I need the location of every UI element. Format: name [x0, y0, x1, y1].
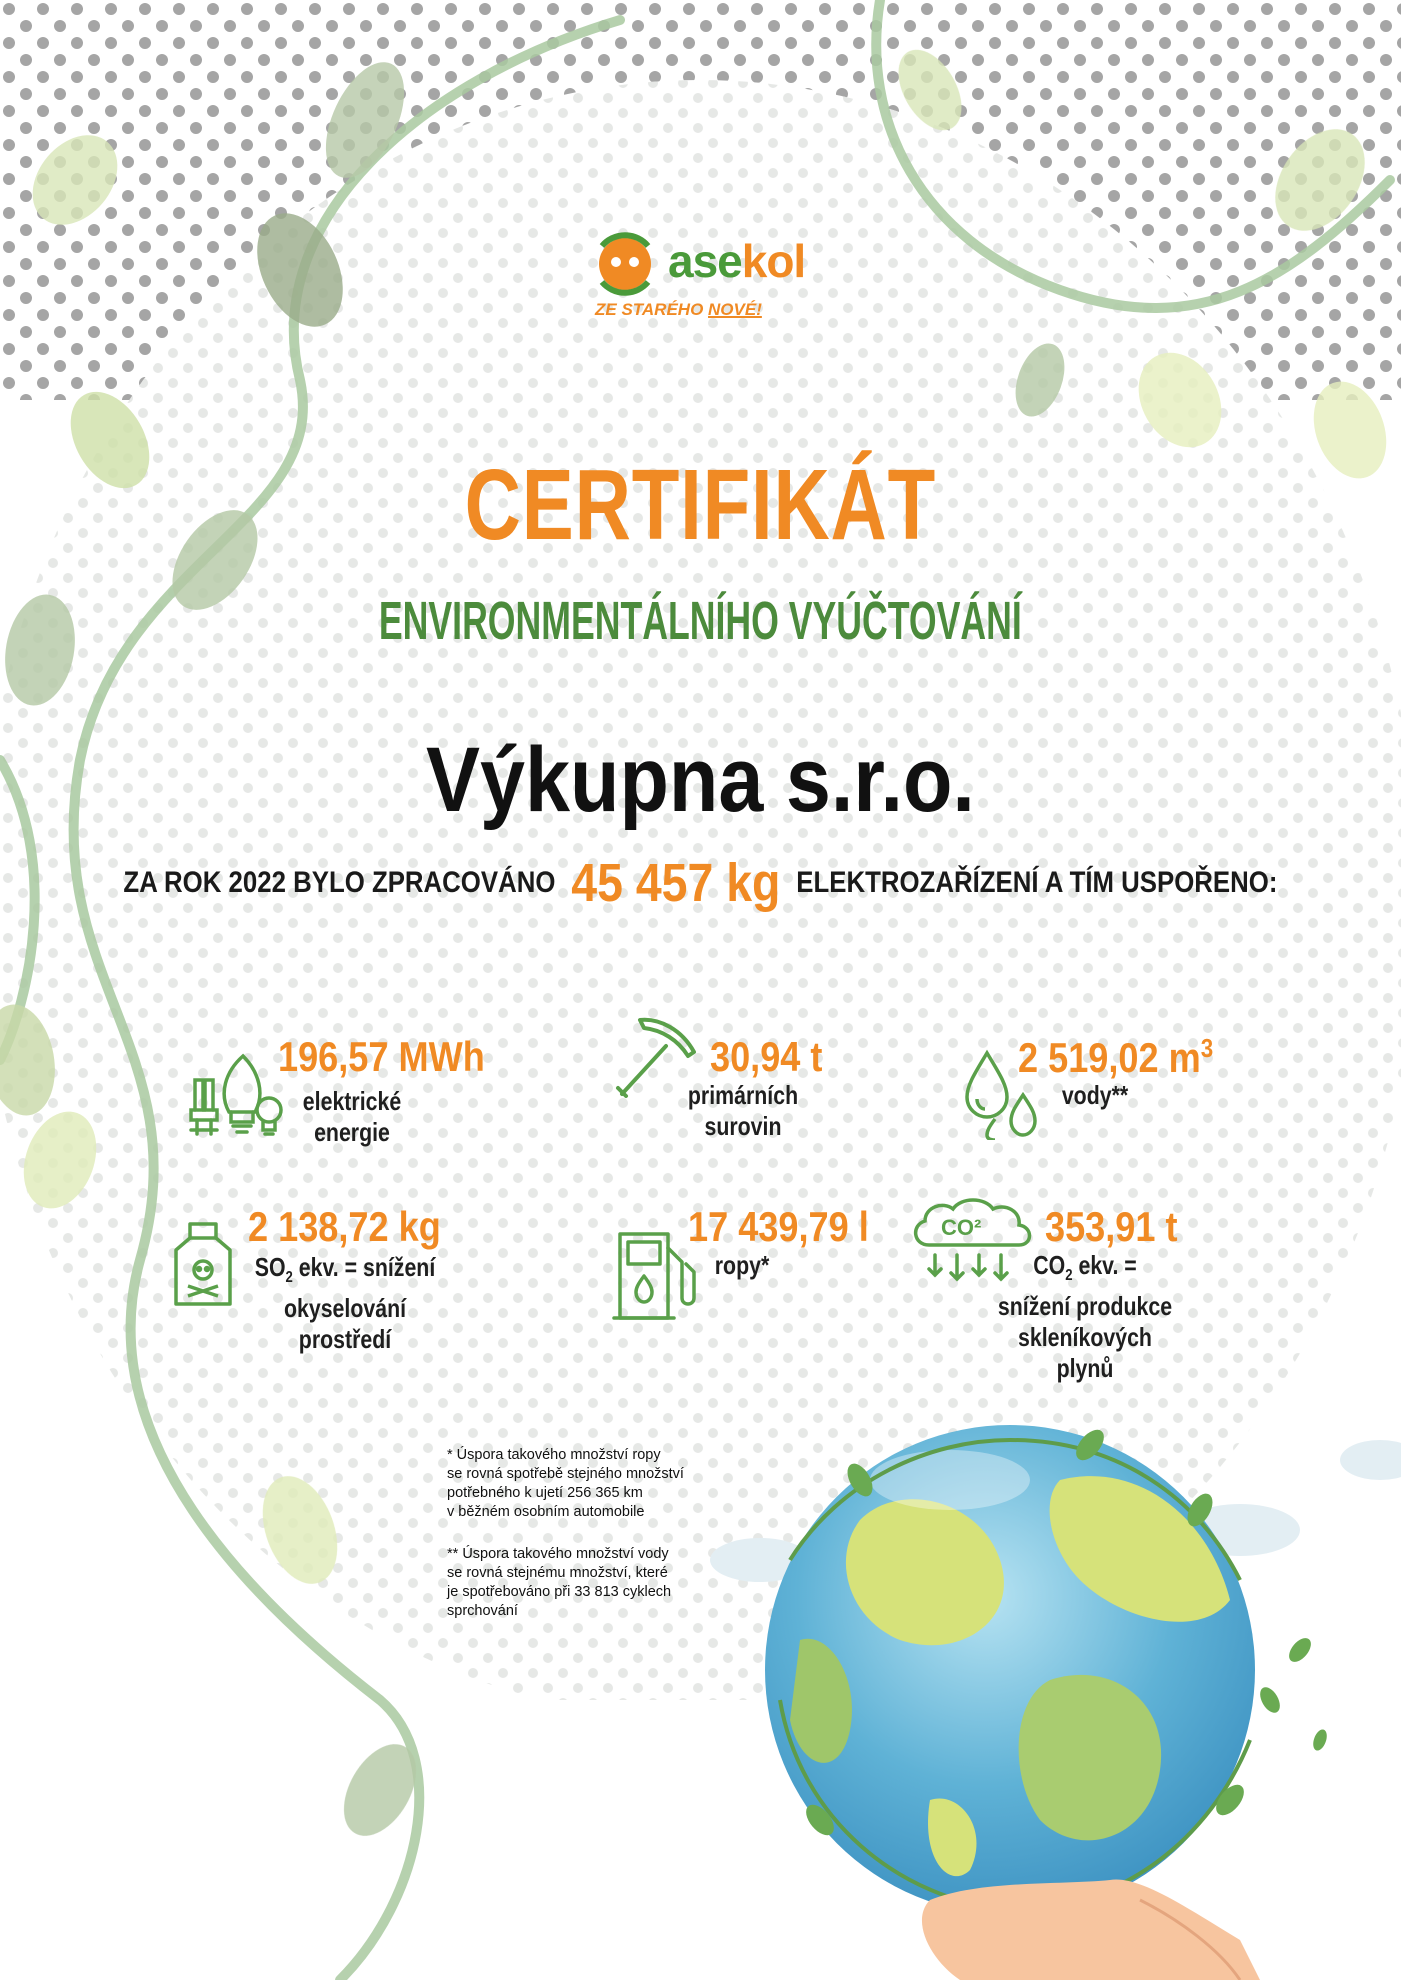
- stat-energy: [278, 1033, 518, 1081]
- stat-water-value: [1018, 1033, 1213, 1082]
- stat-energy-desc: [262, 1086, 442, 1148]
- stat-co2-value: 353,91 t: [1045, 1203, 1178, 1250]
- logo-word-part2: kol: [741, 235, 806, 287]
- logo-tagline-part1: ZE STARÉHO: [595, 300, 709, 319]
- stat-energy-line1: elektrické: [302, 1086, 402, 1116]
- stat-co2: [1045, 1203, 1199, 1251]
- stat-so2-line1a: SO: [254, 1252, 286, 1282]
- stat-co2-line1a: CO: [1033, 1250, 1066, 1280]
- certificate-subtitle: ENVIRONMENTÁLNÍHO VYÚČTOVÁNÍ: [378, 591, 1022, 651]
- stat-so2-line1-sub: 2: [285, 1269, 293, 1287]
- stat-materials-desc: [653, 1080, 833, 1142]
- footnote-water-line2: se rovná stejnému množství, které: [447, 1565, 668, 1581]
- stat-materials: [710, 1033, 841, 1081]
- stat-so2-value: 2 138,72 kg: [248, 1203, 441, 1250]
- processed-statement: [98, 852, 1303, 914]
- stat-so2-line2: okyselování prostředí: [283, 1293, 407, 1355]
- stat-materials-line1: primárních: [687, 1080, 799, 1110]
- stat-oil-desc: [697, 1250, 787, 1281]
- footnote-oil: [447, 1446, 727, 1522]
- stat-so2: [248, 1203, 472, 1251]
- stat-energy-value: 196,57 MWh: [278, 1033, 485, 1080]
- footnote-water-line1: ** Úspora takového množství vody: [447, 1546, 669, 1562]
- stat-water-unit-exponent: 3: [1200, 1033, 1214, 1063]
- stat-oil: [688, 1203, 898, 1251]
- company-name: Výkupna s.r.o.: [425, 729, 975, 831]
- stat-oil-line1: ropy*: [714, 1250, 770, 1280]
- stat-co2-line1-sub: 2: [1065, 1267, 1073, 1285]
- stat-water-number: 2 519,02 m: [1018, 1034, 1201, 1081]
- stat-co2-desc: [970, 1250, 1200, 1384]
- stat-water-line1: vody**: [1061, 1080, 1129, 1110]
- logo-wordmark: [668, 234, 805, 288]
- logo-word-part1: ase: [668, 235, 742, 287]
- stat-materials-line2: surovin: [704, 1111, 782, 1141]
- stat-water-desc: [1050, 1080, 1140, 1111]
- certificate-title: CERTIFIKÁT: [464, 449, 937, 561]
- stat-so2-line1b: ekv. = snížení: [292, 1252, 436, 1282]
- stat-energy-line2: energie: [314, 1117, 390, 1147]
- logo-tagline-part2: NOVÉ!: [708, 300, 762, 319]
- stat-materials-value: 30,94 t: [710, 1033, 823, 1080]
- stat-co2-line3: skleníkových plynů: [1018, 1322, 1152, 1384]
- asekol-logo: [590, 228, 820, 338]
- logo-tagline: [595, 300, 762, 320]
- footnote-water-line4: sprchování: [447, 1603, 518, 1619]
- footnote-oil-line3: potřebného k ujetí 256 365 km: [447, 1485, 643, 1501]
- statement-after: ELEKTROZAŘÍZENÍ A TÍM USPOŘENO:: [796, 866, 1278, 899]
- logo-face-icon: [590, 228, 660, 298]
- footnote-oil-line2: se rovná spotřebě stejného množství: [447, 1466, 684, 1482]
- stat-oil-value: 17 439,79 l: [688, 1203, 869, 1250]
- footnotes: [447, 1446, 727, 1644]
- footnote-oil-line4: v běžném osobním automobile: [447, 1504, 645, 1520]
- co2-icon-text: CO²: [941, 1215, 982, 1240]
- footnote-oil-line1: * Úspora takového množství ropy: [447, 1447, 661, 1463]
- stat-water: [1018, 1033, 1245, 1082]
- stat-co2-line1: [991, 1250, 1180, 1291]
- stat-so2-line1: [238, 1252, 451, 1293]
- statement-before: ZA ROK 2022 BYLO ZPRACOVÁNO: [123, 866, 556, 899]
- processed-amount: 45 457 kg: [571, 853, 781, 913]
- footnote-water-line3: je spotřebováno při 33 813 cyklech: [447, 1584, 672, 1600]
- footnote-water: [447, 1545, 727, 1621]
- stat-co2-line1b: ekv. =: [1072, 1250, 1137, 1280]
- stat-co2-line2: snížení produkce: [997, 1291, 1173, 1322]
- stat-so2-desc: [215, 1252, 475, 1355]
